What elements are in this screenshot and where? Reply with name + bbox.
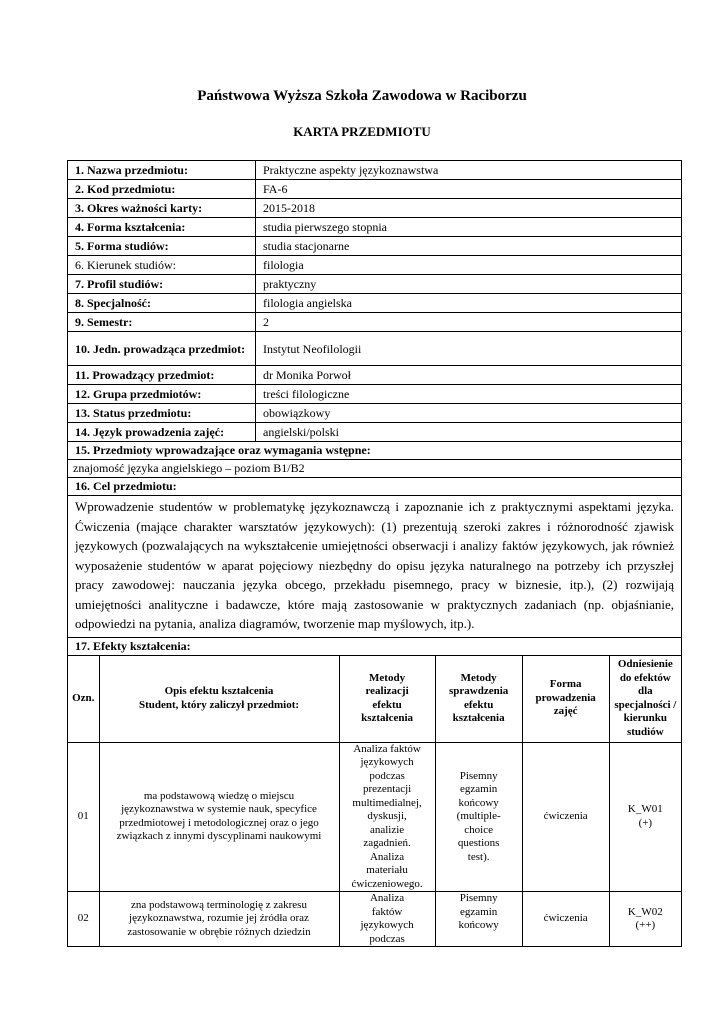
info-label: 13. Status przedmiotu: — [68, 404, 256, 423]
info-label: 10. Jedn. prowadząca przedmiot: — [68, 332, 256, 366]
info-value: praktyczny — [256, 275, 682, 294]
header-opis-line1: Opis efektu kształcenia — [164, 685, 274, 697]
effect-metody-realizacji: Analiza faktów językowych podczas prezentacji multimedialnej, dyskusji, analizie zagadnień. Analiza materiału ćwiczeniowego. — [339, 742, 435, 892]
effect-odniesienie — [609, 742, 681, 892]
effect-metody-sprawdzenia: Pisemny egzamin końcowy (multiple-choice questions test). — [435, 742, 522, 892]
info-row — [68, 237, 681, 256]
effect-ozn: 02 — [68, 892, 99, 947]
info-value: filologia angielska — [256, 294, 682, 313]
info-value: studia pierwszego stopnia — [256, 218, 682, 237]
effect-metody-realizacji: Analiza faktów językowych podczas — [339, 892, 435, 947]
info-label: 14. Język prowadzenia zajęć: — [68, 423, 256, 442]
info-row — [68, 313, 681, 332]
institution-title: Państwowa Wyższa Szkoła Zawodowa w Raciborzu — [197, 88, 527, 104]
info-value: Instytut Neofilologii — [256, 332, 682, 366]
info-label: 8. Specjalność: — [68, 294, 256, 313]
goal-label: 16. Cel przedmiotu: — [68, 478, 681, 496]
header-metody-sprawdzenia: Metody sprawdzenia efektu kształcenia — [435, 656, 522, 743]
effect-row — [68, 742, 681, 892]
info-row — [68, 423, 681, 442]
info-row — [68, 256, 681, 275]
effects-label: 17. Efekty kształcenia: — [68, 638, 681, 656]
info-label: 2. Kod przedmiotu: — [68, 180, 256, 199]
info-value: 2 — [256, 313, 682, 332]
info-row — [68, 180, 681, 199]
info-row — [68, 385, 681, 404]
effect-odniesienie-level: (++) — [635, 919, 656, 931]
info-value: obowiązkowy — [256, 404, 682, 423]
info-row — [68, 161, 681, 180]
info-row — [68, 199, 681, 218]
info-label: 4. Forma kształcenia: — [68, 218, 256, 237]
header-ozn: Ozn. — [68, 656, 99, 743]
card-title: KARTA PRZEDMIOTU — [293, 124, 431, 139]
info-label: 11. Prowadzący przedmiot: — [68, 366, 256, 385]
info-row — [68, 218, 681, 237]
info-row — [68, 332, 681, 366]
info-label: 3. Okres ważności karty: — [68, 199, 256, 218]
effect-row — [68, 892, 681, 947]
info-value: treści filologiczne — [256, 385, 682, 404]
effect-forma: ćwiczenia — [522, 892, 609, 947]
goal-text: Wprowadzenie studentów w problematykę językoznawczą i zapoznanie ich z praktycznymi aspektami języka. Ćwiczenia (mające charakter warsztatów językowych): (1) prezentują szeroki zakres i różnorodność zjawisk językowych (pozwalających na wykształcenie umiejętności obserwacji i analizy faktów językowych, jak również wyposażenie studentów w aparat pojęciowy niezbędny do opisu języka naturalnego na potrzeby ich przyszłej pracy zawodowej: nauczania języka obcego, przekładu pisemnego, pracy w biznesie, itp.), (2) rozwijają umiejętności analityczne i badawcze, które mają zastosowanie w praktycznych zadaniach (np. objaśnianie, odpowiedzi na pytania, analiza diagramów, tworzenie map myślowych, itp.). — [68, 496, 681, 638]
effect-ozn: 01 — [68, 742, 99, 892]
info-row — [68, 366, 681, 385]
effect-opis: ma podstawową wiedzę o miejscu językoznawstwa w systemie nauk, specyfice przedmiotowej i metodologicznej oraz o jego związkach z innymi dyscyplinami naukowymi — [99, 742, 339, 892]
header-metody-realizacji: Metody realizacji efektu kształcenia — [339, 656, 435, 743]
effects-header-row — [68, 656, 681, 743]
header-forma: Forma prowadzenia zajęć — [522, 656, 609, 743]
info-label: 9. Semestr: — [68, 313, 256, 332]
info-label: 1. Nazwa przedmiotu: — [68, 161, 256, 180]
info-label: 6. Kierunek studiów: — [68, 256, 256, 275]
info-row — [68, 404, 681, 423]
effect-odniesienie-level: (+) — [638, 816, 653, 829]
prerequisites-value: znajomość języka angielskiego – poziom B1/B2 — [68, 460, 681, 478]
effect-metody-sprawdzenia: Pisemny egzamin końcowy — [435, 892, 522, 947]
info-label: 7. Profil studiów: — [68, 275, 256, 294]
info-value: 2015-2018 — [256, 199, 682, 218]
prerequisites-label: 15. Przedmioty wprowadzające oraz wymagania wstępne: — [68, 442, 681, 460]
info-value: Praktyczne aspekty językoznawstwa — [256, 161, 682, 180]
header-odniesienie: Odniesienie do efektów dla specjalności / kierunku studiów — [609, 656, 681, 743]
effect-odniesienie-code: K_W01 — [627, 803, 663, 816]
effects-table — [68, 656, 681, 947]
info-row — [68, 294, 681, 313]
info-value: dr Monika Porwoł — [256, 366, 682, 385]
header-opis — [99, 656, 339, 743]
effect-forma: ćwiczenia — [522, 742, 609, 892]
info-table — [68, 161, 681, 442]
effect-odniesienie-code: K_W02 — [627, 905, 663, 918]
header-opis-line2: Student, który zaliczył przedmiot: — [138, 698, 300, 711]
info-label: 12. Grupa przedmiotów: — [68, 385, 256, 404]
info-value: studia stacjonarne — [256, 237, 682, 256]
info-value: filologia — [256, 256, 682, 275]
info-value: angielski/polski — [256, 423, 682, 442]
effect-opis: zna podstawową terminologię z zakresu językoznawstwa, rozumie jej źródła oraz zastosowanie w obrębie różnych dziedzin — [99, 892, 339, 947]
effect-odniesienie — [609, 892, 681, 947]
info-row — [68, 275, 681, 294]
info-value: FA-6 — [256, 180, 682, 199]
course-card — [67, 160, 682, 947]
info-label: 5. Forma studiów: — [68, 237, 256, 256]
